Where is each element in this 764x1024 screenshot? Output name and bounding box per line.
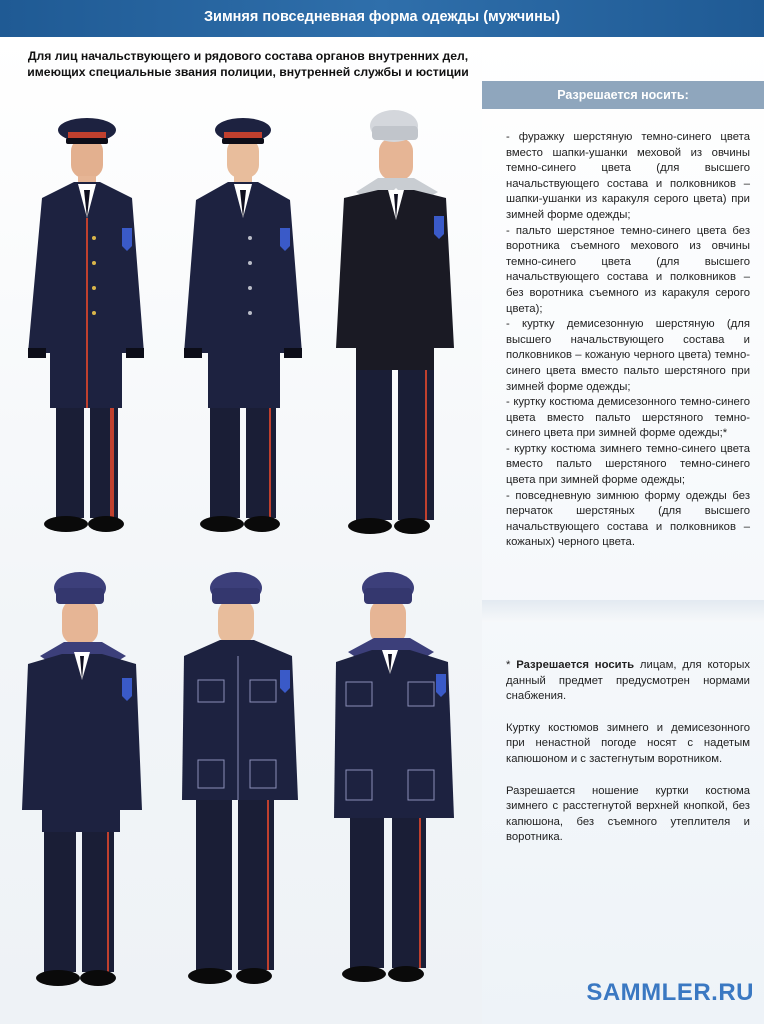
note-text: лицам, для которых данный предмет предусмотрен нормами снабжения. <box>506 659 750 703</box>
allowed-item: - куртку демисезонную шерстяную (для высшего начальствующего состава и полковников – кожаную черного цвета) темно-синего цвета вместо пальто шерстяного при зимней форме одежды; <box>506 318 750 393</box>
allowed-item: - куртку костюма зимнего темно-синего цвета вместо пальто шерстяного темно-синего цвета при зимней форме одежды; <box>506 442 750 487</box>
note-3: Разрешается ношение куртки костюма зимнего с расстегнутой верхней кнопкой, без капюшона, без съемного утеплителя и воротника. <box>506 784 750 844</box>
face <box>62 600 98 644</box>
allowed-heading: Разрешается носить: <box>557 88 689 102</box>
figure-coat-fur-collar <box>22 570 152 1010</box>
subtitle-line-1: Для лиц начальствующего и рядового состава органов внутренних дел, <box>27 49 469 63</box>
page-header <box>0 0 764 37</box>
section-divider <box>482 600 764 622</box>
notes <box>506 658 750 862</box>
allowed-item: - повседневную зимнюю форму одежды без перчаток шерстяных (для высшего начальствующего состава и полковников – кожаных) черного цвета. <box>506 489 750 549</box>
figure-winter-suit-jacket <box>180 570 310 1010</box>
allowed-heading-bar <box>482 81 764 109</box>
allowed-item: - фуражку шерстяную темно-синего цвета вместо шапки-ушанки меховой из овчины темно-синего цвета (для высшего начальствующего состава и полковников – шапки-ушанки из каракуля серого цвета) при зимней форме одежды; <box>506 131 750 221</box>
figure-officer-coat <box>180 108 310 548</box>
face <box>218 600 254 644</box>
face <box>370 600 406 644</box>
figure-senior-leather-jacket <box>334 108 464 548</box>
note-bold: Разрешается носить <box>516 659 635 671</box>
allowed-item: - пальто шерстяное темно-синего цвета без воротника съемного мехового из овчины темно-синего цвета (для высшего начальствующего состава и полковников – без воротника съемного из каракуля серого цвета); <box>506 224 750 315</box>
figure-general-coat <box>22 108 152 548</box>
page-title: Зимняя повседневная форма одежды (мужчины) <box>203 9 561 25</box>
note-2: Куртку костюмов зимнего и демисезонного при ненастной погоде носят с надетым капюшоном и с застегнутым воротником. <box>506 721 750 765</box>
suit-jacket <box>182 640 298 800</box>
figure-winter-suit-jacket-fur <box>334 570 464 1010</box>
allowed-list <box>506 130 750 551</box>
allowed-item: - куртку костюма демисезонного темно-синего цвета вместо пальто шерстяного темно-синего цвета при зимней форме одежды;* <box>506 396 750 440</box>
note-star: * <box>506 659 517 671</box>
note-1 <box>506 658 750 705</box>
watermark: SAMMLER.RU <box>586 979 754 1006</box>
face <box>379 138 413 180</box>
subtitle-line-2: имеющих специальные звания полиции, внутренней службы и юстиции <box>27 65 469 79</box>
page-subtitle <box>20 48 476 80</box>
